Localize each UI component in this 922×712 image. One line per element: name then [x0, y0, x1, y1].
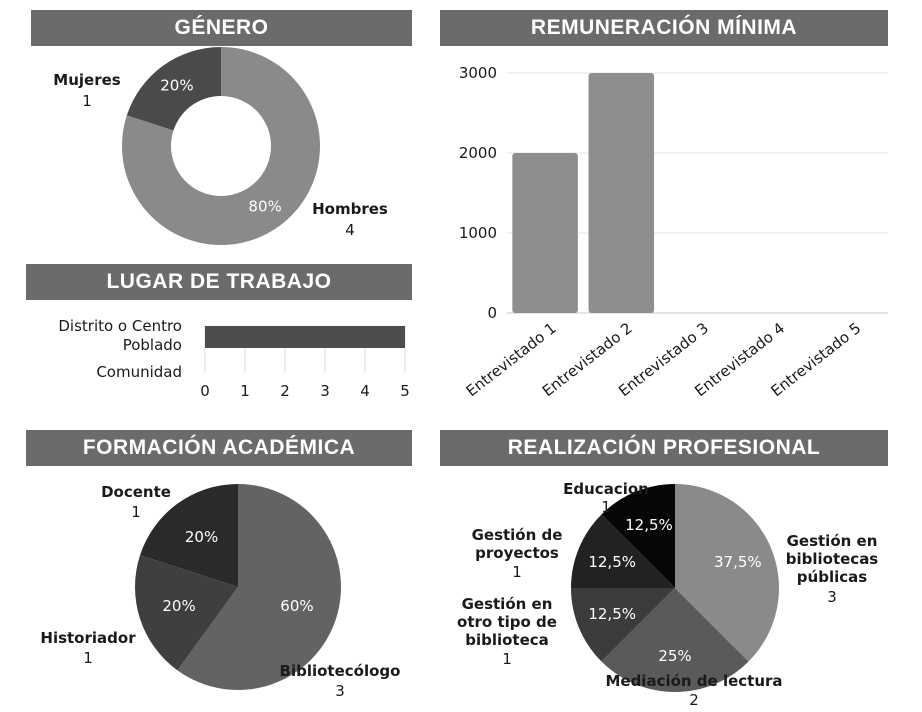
formacion-label-historiador: Historiador	[40, 629, 136, 647]
remuneracion-bar-chart	[459, 64, 888, 400]
realizacion-label-publicas-line3: públicas	[796, 568, 868, 586]
genero-label-hombres: Hombres	[312, 200, 388, 218]
realizacion-label-publicas-line1: Gestión en	[786, 532, 878, 550]
realizacion-value-educacion: 1	[601, 498, 611, 516]
genero-donut-chart	[122, 47, 320, 245]
remuneracion-bar-entrevistado-2	[589, 73, 655, 313]
remuneracion-xtick-entrevistado-1: Entrevistado 1	[462, 318, 560, 401]
lugar-xtick: 4	[360, 382, 370, 400]
realizacion-label-proyectos-line2: proyectos	[475, 544, 559, 562]
realizacion-pct-educacion: 12,5%	[625, 516, 673, 535]
header-remuneracion-title: REMUNERACIÓN MÍNIMA	[530, 16, 798, 39]
realizacion-label-otro-line2: otro tipo de	[457, 613, 557, 631]
realizacion-value-proyectos: 1	[512, 563, 522, 581]
lugar-xtick: 1	[240, 382, 250, 400]
lugar-xtick: 0	[200, 382, 210, 400]
formacion-value-historiador: 1	[83, 649, 93, 667]
formacion-label-bibliotecologo: Bibliotecólogo	[279, 662, 401, 680]
formacion-pct-historiador: 20%	[162, 597, 196, 616]
formacion-pct-bibliotecologo: 60%	[280, 597, 314, 616]
realizacion-value-publicas: 3	[827, 588, 837, 606]
realizacion-label-proyectos-line1: Gestión de	[471, 526, 563, 544]
realizacion-value-otro: 1	[502, 650, 512, 668]
remuneracion-ytick: 0	[487, 304, 497, 322]
formacion-value-bibliotecologo: 3	[335, 682, 345, 700]
genero-value-mujeres: 1	[82, 92, 92, 110]
realizacion-value-mediacion: 2	[689, 691, 699, 709]
lugar-xtick: 3	[320, 382, 330, 400]
remuneracion-ytick: 3000	[458, 64, 497, 82]
remuneracion-xtick-entrevistado-3: Entrevistado 3	[615, 318, 712, 401]
formacion-label-docente: Docente	[101, 483, 171, 501]
remuneracion-xtick-entrevistado-4: Entrevistado 4	[691, 318, 789, 401]
realizacion-label-otro-line1: Gestión en	[461, 595, 553, 613]
formacion-pie-chart	[135, 484, 341, 690]
lugar-category-distrito-line2: Poblado	[122, 336, 182, 354]
realizacion-label-otro-line3: biblioteca	[465, 631, 549, 649]
formacion-value-docente: 1	[131, 503, 141, 521]
realizacion-label-publicas-line2: bibliotecas	[785, 550, 879, 568]
remuneracion-xtick-entrevistado-2: Entrevistado 2	[538, 318, 636, 401]
realizacion-pct-mediacion-de-lectura: 25%	[658, 647, 692, 665]
genero-label-mujeres: Mujeres	[53, 71, 121, 89]
remuneracion-bar-entrevistado-1	[512, 153, 578, 313]
remuneracion-xtick-entrevistado-5: Entrevistado 5	[767, 318, 865, 401]
remuneracion-ytick: 1000	[458, 224, 497, 242]
header-genero-title: GÉNERO	[174, 16, 269, 39]
lugar-category-distrito-line1: Distrito o Centro	[58, 317, 182, 335]
header-formacion-title: FORMACIÓN ACADÉMICA	[82, 436, 356, 459]
lugar-bar-chart	[200, 326, 410, 400]
lugar-xtick: 2	[280, 382, 290, 400]
header-realizacion-title: REALIZACIÓN PROFESIONAL	[507, 436, 821, 459]
lugar-xtick: 5	[400, 382, 410, 400]
realizacion-label-educacion: Educacion	[563, 480, 649, 498]
genero-pct-hombres: 80%	[248, 197, 282, 216]
realizacion-label-mediacion: Mediación de lectura	[605, 672, 783, 690]
genero-value-hombres: 4	[345, 221, 355, 239]
realizacion-pct-gestion-en-otro-tipo-de-biblioteca: 12,5%	[588, 605, 637, 624]
remuneracion-ytick: 2000	[458, 144, 497, 162]
lugar-category-comunidad: Comunidad	[96, 363, 182, 381]
genero-pct-mujeres: 20%	[160, 76, 194, 95]
realizacion-pct-gestion-en-bibliotecas-publicas: 37,5%	[713, 552, 762, 571]
realizacion-pct-gestion-de-proyectos: 12,5%	[588, 552, 637, 571]
header-lugar-title: LUGAR DE TRABAJO	[106, 270, 332, 293]
formacion-pct-docente: 20%	[184, 527, 219, 546]
lugar-bar-distrito-o-centro-poblado	[205, 326, 405, 348]
